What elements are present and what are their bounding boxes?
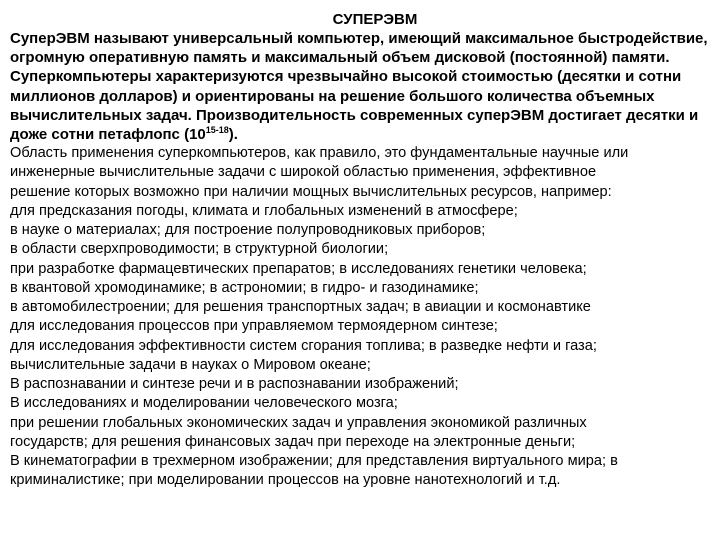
- applications-line: при разработке фармацевтических препаратов; в исследованиях генетики человека;: [10, 260, 587, 277]
- definition-text: СуперЭВМ называют универсальный компьютер, имеющий максимальное быстродействие, огромную оперативную память и максимальный объем дисковой (постоянной) памяти. Суперкомпьютеры характеризуются чрезвычайно высокой стоимостью (десятки и сотни миллионов долларов) и ориентированы на решение большого количества объемных вычислительных задач. Производительность современных суперЭВМ достигает десятки и доже сотни петафлопс (10: [10, 30, 708, 144]
- applications-line: для исследования процессов при управляемом термоядерном синтезе;: [10, 318, 498, 335]
- applications-list: [10, 144, 710, 491]
- applications-line: для исследования эффективности систем сгорания топлива; в разведке нефти и газа;: [10, 337, 597, 354]
- applications-line: для предсказания погоды, климата и глобальных изменений в атмосфере;: [10, 202, 518, 219]
- applications-line: в науке о материалах; для построение полупроводниковых приборов;: [10, 222, 486, 239]
- applications-line: криминалистике; при моделировании процессов на уровне нанотехнологий и т.д.: [10, 472, 561, 489]
- applications-line: в области сверхпроводимости; в структурной биологии;: [10, 241, 389, 258]
- applications-line: в автомобилестроении; для решения транспортных задач; в авиации и космонавтике: [10, 299, 591, 316]
- applications-line: В кинематографии в трехмерном изображении; для представления виртуального мира; в: [10, 453, 618, 470]
- applications-line: Область применения суперкомпьютеров, как правило, это фундаментальные научные или: [10, 145, 629, 162]
- applications-line: вычислительные задачи в науках о Мировом океане;: [10, 356, 371, 373]
- applications-line: инженерные вычислительные задачи с широкой областью применения, эффективное: [10, 164, 597, 181]
- page-title: СУПЕРЭВМ: [332, 11, 418, 28]
- applications-line: при решении глобальных экономических задач и управления экономикой различных: [10, 414, 587, 431]
- applications-line: в квантовой хромодинамике; в астрономии; в гидро- и газодинамике;: [10, 279, 479, 296]
- applications-line: В распознавании и синтезе речи и в распознавании изображений;: [10, 376, 459, 393]
- applications-line: решение которых возможно при наличии мощных вычислительных ресурсов, например:: [10, 183, 612, 200]
- definition-text-end: ).: [228, 126, 238, 144]
- performance-exponent: 15-18: [205, 125, 229, 136]
- applications-line: государств; для решения финансовых задач при переходе на электронные деньги;: [10, 433, 576, 450]
- definition-paragraph: [10, 29, 710, 144]
- applications-line: В исследованиях и моделировании человеческого мозга;: [10, 395, 398, 412]
